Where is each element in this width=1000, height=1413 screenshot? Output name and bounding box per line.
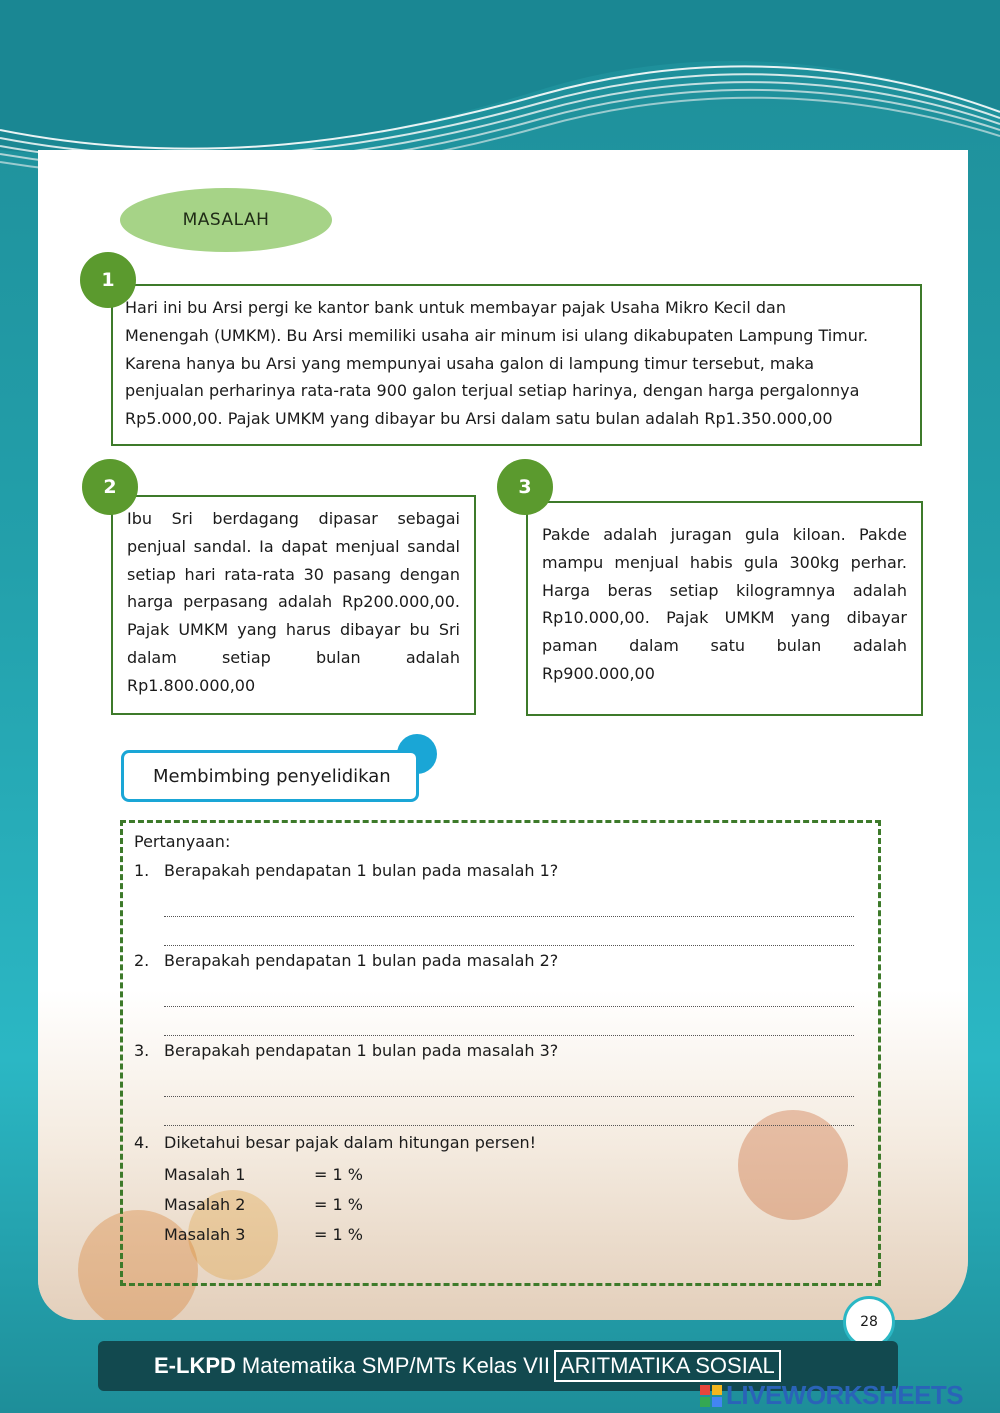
pajak-row — [164, 1220, 854, 1250]
answer-line[interactable] — [164, 917, 854, 946]
answer-line[interactable] — [164, 978, 854, 1007]
problem-2-text: Ibu Sri berdagang dipasar sebagai penjual sandal. Ia dapat menjual sandal setiap hari rata-rata 30 pasang dengan harga perpasang adalah Rp200.000,00. Pajak UMKM yang harus dibayar bu Sri dalam setiap bulan adalah Rp1.800.000,00 — [127, 509, 460, 695]
question-number: 2. — [134, 951, 150, 970]
problem-1-line: penjualan perharinya rata-rata 900 galon terjual setiap harinya, dengan harga pergalonnya — [125, 381, 860, 401]
pajak-row — [164, 1190, 854, 1220]
problem-1-number: 1 — [80, 252, 136, 308]
question-item — [134, 1036, 854, 1068]
answer-line[interactable] — [164, 888, 854, 917]
answer-line[interactable] — [164, 1068, 854, 1097]
pajak-label: Masalah 1 — [164, 1165, 246, 1184]
page-number: 28 — [843, 1296, 895, 1348]
question-item — [134, 946, 854, 978]
question-number: 3. — [134, 1041, 150, 1060]
problem-1-line: Hari ini bu Arsi pergi ke kantor bank untuk membayar pajak Usaha Mikro Kecil dan — [125, 298, 786, 317]
liveworksheets-logo-icon — [700, 1385, 722, 1407]
problem-1-line: Menengah (UMKM). Bu Arsi memiliki usaha air minum isi ulang dikabupaten Lampung Timur. — [125, 325, 869, 345]
pajak-value: = 1 % — [314, 1225, 363, 1244]
problem-2-number: 2 — [82, 459, 138, 515]
question-number: 1. — [134, 861, 150, 880]
pajak-value: = 1 % — [314, 1195, 363, 1214]
problem-1-box — [111, 284, 922, 446]
question-text: Diketahui besar pajak dalam hitungan persen! — [164, 1133, 537, 1152]
problem-3-number: 3 — [497, 459, 553, 515]
answer-line[interactable] — [164, 1097, 854, 1126]
footer-topic: ARITMATIKA SOSIAL — [554, 1350, 781, 1382]
footer-subject: Matematika SMP/MTs Kelas VII — [241, 1353, 550, 1378]
footer-brand: E-LKPD — [154, 1353, 236, 1378]
questions-content — [134, 828, 854, 1250]
question-text: Berapakah pendapatan 1 bulan pada masalah 1? — [164, 861, 559, 880]
liveworksheets-text: LIVEWORKSHEETS — [726, 1380, 964, 1410]
guide-label: Membimbing penyelidikan — [121, 750, 419, 802]
pajak-value: = 1 % — [314, 1165, 363, 1184]
question-number: 4. — [134, 1133, 150, 1152]
pajak-row — [164, 1160, 854, 1190]
pajak-label: Masalah 2 — [164, 1195, 246, 1214]
question-item — [134, 1128, 854, 1160]
question-text: Berapakah pendapatan 1 bulan pada masalah 2? — [164, 951, 559, 970]
problem-1-line: Rp5.000,00. Pajak UMKM yang dibayar bu Arsi dalam satu bulan adalah Rp1.350.000,00 — [125, 409, 833, 429]
problem-3-box — [526, 501, 923, 716]
questions-title: Pertanyaan: — [134, 832, 231, 851]
question-item — [134, 856, 854, 888]
answer-line[interactable] — [164, 1007, 854, 1036]
liveworksheets-watermark — [700, 1380, 963, 1411]
problem-2-box — [111, 495, 476, 715]
masalah-label: MASALAH — [120, 188, 332, 252]
question-text: Berapakah pendapatan 1 bulan pada masalah 3? — [164, 1041, 559, 1060]
problem-3-text: Pakde adalah juragan gula kiloan. Pakde mampu menjual habis gula 300kg perhar. Harga beras setiap kilogramnya adalah Rp10.000,00. Pajak UMKM yang dibayar paman dalam satu bulan adalah Rp900.000,00 — [542, 525, 907, 683]
problem-1-line: Karena hanya bu Arsi yang mempunyai usaha galon di lampung timur tersebut, maka — [125, 353, 815, 373]
pajak-label: Masalah 3 — [164, 1225, 246, 1244]
